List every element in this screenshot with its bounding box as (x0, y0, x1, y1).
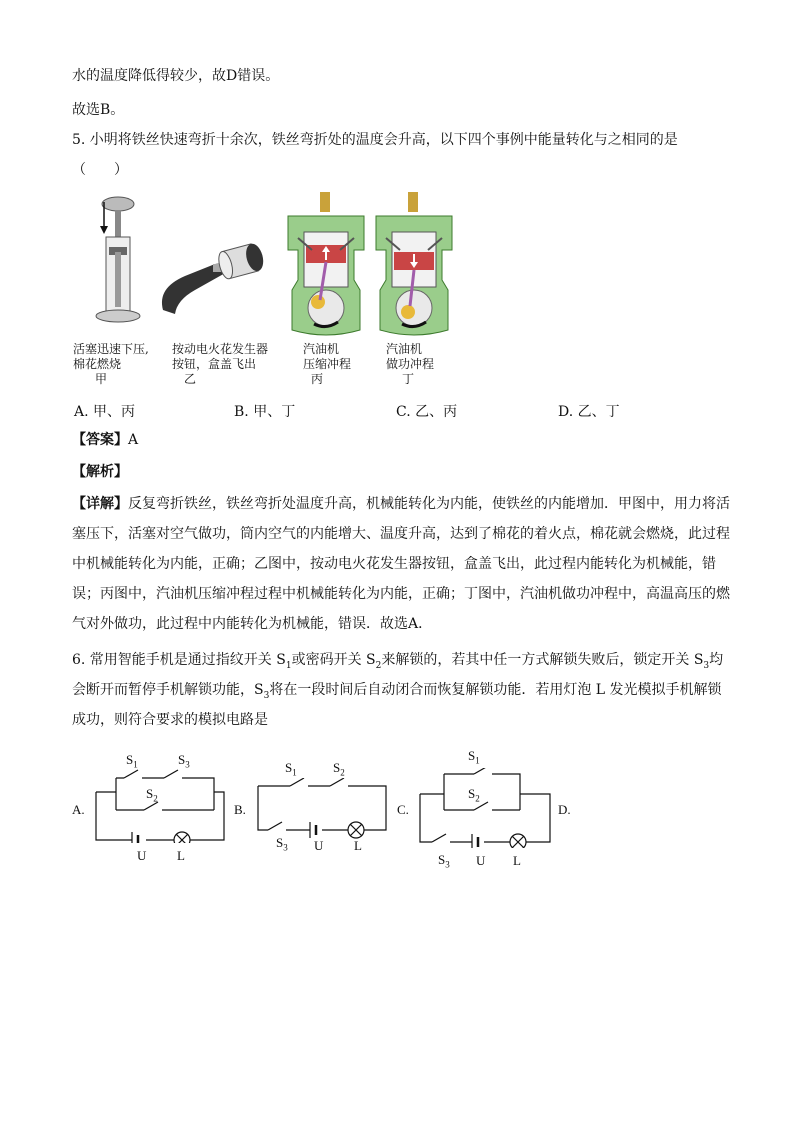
circuit-b-s3: $S_3$ (276, 835, 288, 853)
circuit-d-label[interactable]: D. (558, 802, 571, 817)
circuit-b-l: L (354, 838, 362, 853)
detail-text: 反复弯折铁丝，铁丝弯折处温度升高，机械能转化为内能，使铁丝的内能增加．甲图中，用力将活塞压下，活塞对空气做功，筒内空气的内能增大、温度升高，达到了棉花的着火点，棉花就会燃烧，此过程中机械能转化为内能，正确；乙图中，按动电火花发生器按钮，盒盖飞出，此过程内能转化为机械能，错误；丙图中，汽油机压缩冲程过程中机械能转化为内能，正确；丁图中，汽油机做功冲程中，高温高压的燃气对外做功，此过程中内能转化为机械能，错误．故选A． (72, 496, 730, 632)
answer-value: A (128, 432, 139, 448)
circuit-c-s3: $S_3$ (438, 852, 450, 870)
q6-line-1: 6. 常用智能手机是通过指纹开关 $S_1$或密码开关 $S_2$来解锁的，若其中任一方式解锁失败后，锁定开关 $S_3$均 (72, 652, 724, 671)
analysis-tag: 【解析】 (72, 464, 128, 480)
caption-jia: 活塞迅速下压, 棉花燃烧 甲 (73, 342, 149, 386)
answer-tag: 【答案】 (72, 432, 128, 448)
circuit-a-l: L (177, 848, 185, 863)
caption-bing: 汽油机 压缩冲程 丙 (303, 342, 352, 386)
caption-yi: 按动电火花发生器 按钮，盒盖飞出 乙 (172, 342, 269, 386)
circuit-a-s2: $S_2$ (146, 786, 158, 804)
circuit-a-label[interactable]: A. (72, 802, 85, 817)
q6-line-3: 成功，则符合要求的模拟电路是 (72, 712, 268, 728)
detail-tag: 【详解】 (72, 496, 128, 512)
power-stroke-figure (372, 190, 456, 340)
q5-option-d[interactable]: D. 乙、丁 (558, 404, 620, 420)
circuit-c-s2: $S_2$ (468, 786, 480, 804)
circuit-c-label[interactable]: C. (397, 802, 409, 817)
spark-generator-figure (155, 238, 275, 318)
circuit-b[interactable] (256, 778, 390, 843)
q5-paren: （ ） (72, 162, 128, 178)
q5-stem: 5. 小明将铁丝快速弯折十余次，铁丝弯折处的温度会升高，以下四个事例中能量转化与之相同的是 (72, 132, 678, 148)
q5-answer (72, 430, 138, 450)
circuit-a-s3: $S_3$ (178, 752, 190, 770)
circuit-b-label[interactable]: B. (234, 802, 246, 817)
circuit-c[interactable] (418, 768, 554, 848)
fire-piston-figure (88, 192, 148, 327)
q5-option-c[interactable]: C. 乙、丙 (396, 404, 458, 420)
circuit-a-s1: $S_1$ (126, 752, 138, 770)
compression-stroke-figure (284, 190, 368, 340)
prev-line-2: 故选B。 (72, 102, 125, 118)
caption-ding: 汽油机 做功冲程 丁 (386, 342, 435, 386)
circuit-b-s1: $S_1$ (285, 760, 297, 778)
circuit-b-s2: $S_2$ (333, 760, 345, 778)
circuit-c-l: L (513, 853, 521, 868)
circuit-b-u: U (314, 838, 324, 853)
circuit-c-u: U (476, 853, 486, 868)
q5-option-b[interactable]: B. 甲、丁 (234, 404, 296, 420)
q5-detail (72, 489, 732, 639)
q5-option-a[interactable]: A. 甲、丙 (74, 404, 136, 420)
circuit-c-s1: $S_1$ (468, 748, 480, 766)
circuit-a-u: U (137, 848, 147, 863)
prev-line-1: 水的温度降低得较少，故D错误。 (72, 68, 280, 84)
q6-line-2: 会断开而暂停手机解锁功能，$S_3$将在一段时间后自动闭合而恢复解锁功能．若用灯泡 L 发光模拟手机解锁 (72, 682, 722, 701)
circuit-a[interactable] (94, 768, 234, 843)
